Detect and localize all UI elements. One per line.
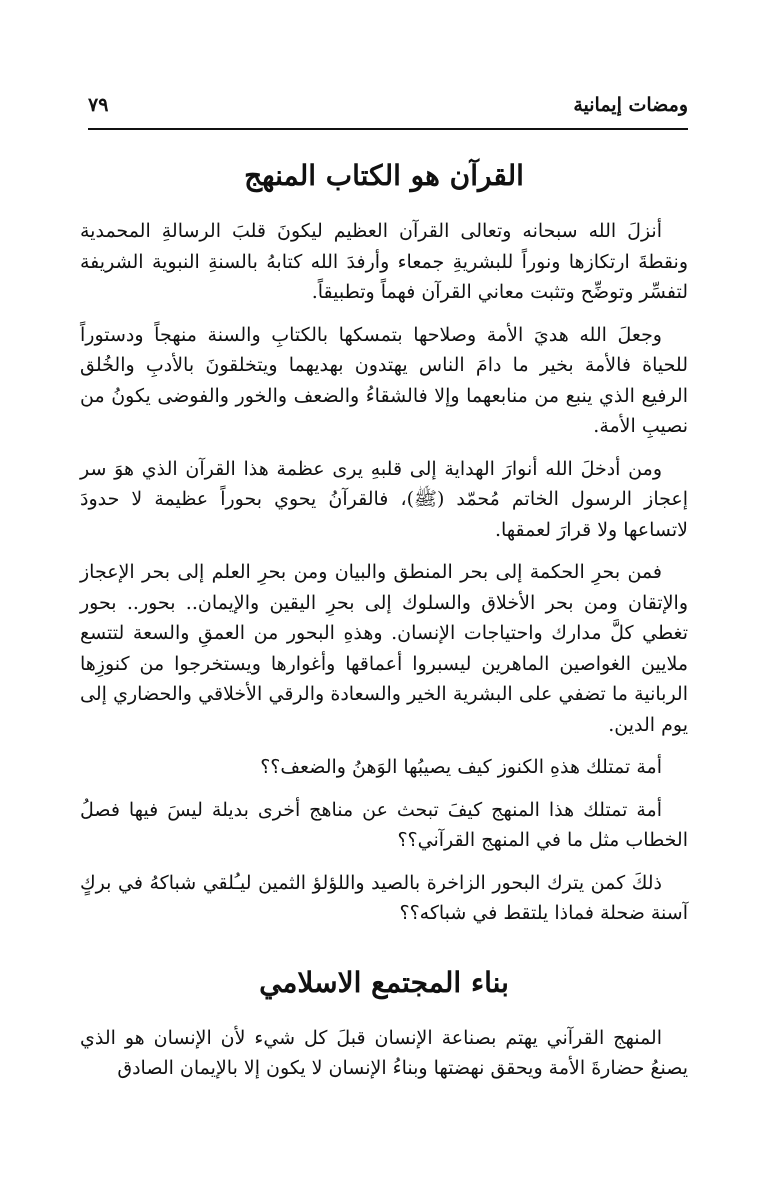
running-head: ومضات إيمانية [573,94,688,116]
page-header [88,88,688,128]
paragraph: أمة تمتلك هذهِ الكنوز كيف يصيبُها الوَهنُ والضعف؟؟ [260,756,662,778]
paragraph: فمن بحرِ الحكمة إلى بحر المنطق والبيان ومن بحرِ العلم إلى بحر الإعجاز والإتقان ومن بحر الأخلاق والسلوك إلى بحرِ اليقين والإيمان.. بحور.. بحور تغطي كلَّ مدارك واحتياجات الإنسان. وهذهِ البحور من العمقِ والسعة لتتسع ملايين الغواصين الماهرين ليسبروا أعماقها وأغوارها ويستخرجوا من كنوزِها الربانية ما تضفي على البشرية الخير والسعادة والرقي الأخلاقي والحضاري إلى يوم الدين. [80,561,688,736]
section-spacer [80,941,688,947]
section-title: بناء المجتمع الاسلامي [259,965,509,999]
paragraph: وجعلَ الله هديَ الأمة وصلاحها بتمسكها بالكتابِ والسنة منهجاً ودستوراً للحياة فالأمة بخير ما دامَ الناس يهتدون بهديهما ويتخلقونَ بالأدبِ والخُلق الرفيع الذي ينبع من منابعهما وإلا فالشقاءُ والضعف والخور والفوضى يكونُ من نصيبِ الأمة. [80,323,688,437]
paragraph: ذلكَ كمن يترك البحور الزاخرة بالصيد واللؤلؤ الثمين ليـُلقي شباكهُ في بركٍ آسنة ضحلة فماذا يلتقط في شباكه؟؟ [80,871,688,924]
paragraph: المنهج القرآني يهتم بصناعة الإنسان قبلَ كل شيء لأن الإنسان هو الذي يصنعُ حضارةَ الأمة ويحقق نهضتها وبناءُ الإنسان لا يكون إلا بالإيمان الصادق [80,1026,688,1079]
paragraph: ومن أدخلَ الله أنوارَ الهداية إلى قلبهِ يرى عظمة هذا القرآن الذي هوَ سر إعجاز الرسول الخاتم مُحمّد (ﷺ)، فالقرآنُ يحوي بحوراً عظيمة لا حدودَ لاتساعها ولا قرارَ لعمقها. [80,457,688,541]
section-title: القرآن هو الكتاب المنهج [244,159,524,192]
paragraph: أمة تمتلك هذا المنهج كيفَ تبحث عن مناهج أخرى بديلة ليسَ فيها فصلُ الخطاب مثل ما في المنهج القرآني؟؟ [80,798,688,851]
paragraph: أنزلَ الله سبحانه وتعالى القرآن العظيم ليكونَ قلبَ الرسالةِ المحمدية ونقطةَ ارتكازها ونوراً للبشريةِ جمعاء وأرفدَ الله كتابهُ بالسنةِ النبوية الشريفة لتفسِّر وتوضِّح وتثبت معاني القرآن فهماً وتطبيقاً. [80,220,688,303]
page-content [80,140,688,1096]
page-number: ٧٩ [88,94,109,116]
header-rule [88,128,688,130]
